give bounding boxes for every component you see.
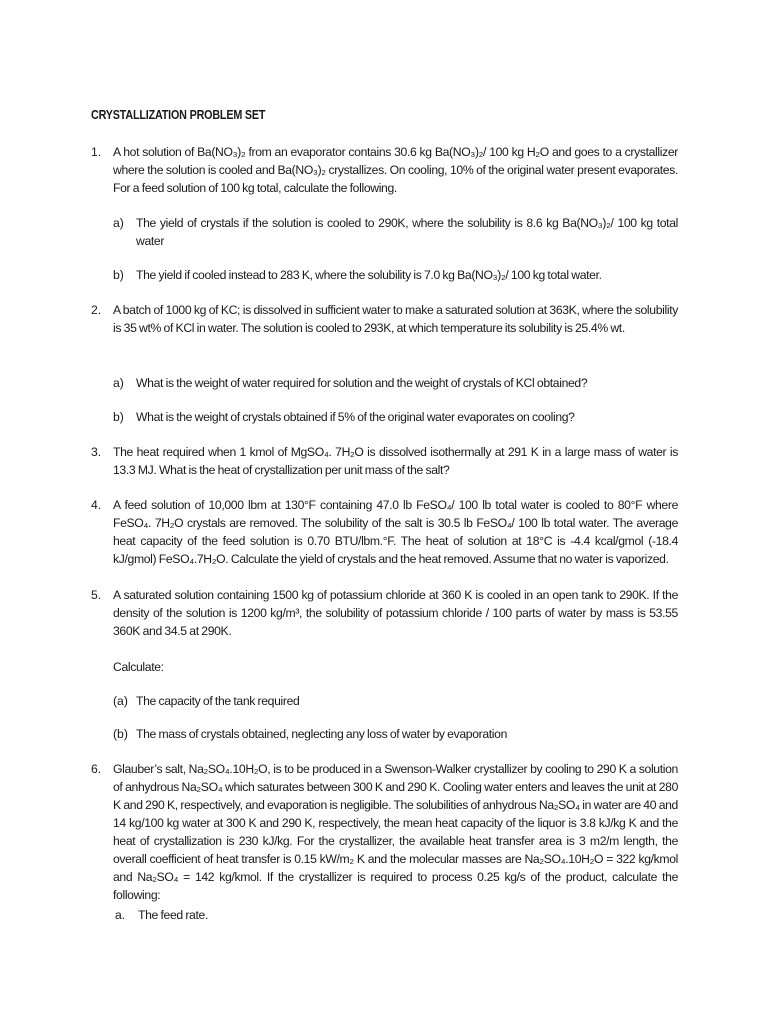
part-label: a) bbox=[113, 376, 124, 390]
part-text: The mass of crystals obtained, neglecting any loss of water by evaporation bbox=[136, 727, 508, 741]
part-text: The capacity of the tank required bbox=[136, 694, 300, 708]
problem-4 bbox=[91, 496, 678, 568]
problem-6-part-a bbox=[115, 906, 680, 924]
problem-5-part-a bbox=[113, 692, 678, 710]
problem-6 bbox=[91, 760, 678, 904]
problem-text: A batch of 1000 kg of KC; is dissolved in sufficient water to make a saturated solution at 363K, where the solubility is 35 wt% of KCl in water. The solution is cooled to 293K, at which temperature its solubility is 25.4% wt. bbox=[113, 303, 678, 335]
problem-number: 6. bbox=[91, 762, 102, 776]
problem-5 bbox=[91, 586, 678, 640]
part-label: a) bbox=[113, 216, 124, 230]
problem-text: The heat required when 1 kmol of MgSO₄. 7H₂O is dissolved isothermally at 291 K in a large mass of water is 13.3 MJ. What is the heat of crystallization per unit mass of the salt? bbox=[113, 445, 678, 477]
problem-number: 5. bbox=[91, 588, 102, 602]
problem-1-part-b bbox=[113, 266, 678, 284]
part-text: What is the weight of water required for solution and the weight of crystals of KCl obtained? bbox=[136, 376, 588, 390]
problem-text: Glauber’s salt, Na₂SO₄.10H₂O, is to be produced in a Swenson-Walker crystallizer by cooling to 290 K a solution of anhydrous Na₂SO₄ which saturates between 300 K and 290 K. Cooling water enters and leaves the unit at 280 K and 290 K, respectively, and evaporation is negligible. The solubilities of anhydrous Na₂SO₄ in water are 40 and 14 kg/100 kg water at 300 K and 290 K, respectively, the mean heat capacity of the liquor is 3.8 kJ/kg K and the heat of crystallization is 230 kJ/kg. For the crystallizer, the available heat transfer area is 3 m2/m length, the overall coefficient of heat transfer is 0.15 kW/m₂ K and the molecular masses are Na₂SO₄.10H₂O = 322 kg/kmol and Na₂SO₄ = 142 kg/kmol. If the crystallizer is required to process 0.25 kg/s of the product, calculate the following: bbox=[113, 762, 678, 902]
problem-2-part-a bbox=[113, 374, 678, 392]
part-label: (b) bbox=[113, 727, 128, 741]
problem-1-part-a bbox=[113, 214, 678, 250]
problem-text: A feed solution of 10,000 lbm at 130°F containing 47.0 lb FeSO₄/ 100 lb total water is cooled to 80°F where FeSO₄. 7H₂O crystals are removed. The solubility of the salt is 30.5 lb FeSO₄/ 100 lb total water. The average heat capacity of the feed solution is 0.70 BTU/lbm.°F. The heat of solution at 18°C is -4.4 kcal/gmol (-18.4 kJ/gmol) FeSO₄.7H₂O. Calculate the yield of crystals and the heat removed. Assume that no water is vaporized. bbox=[113, 498, 678, 566]
problem-2-part-b bbox=[113, 408, 678, 426]
problem-text: A saturated solution containing 1500 kg of potassium chloride at 360 K is cooled in an open tank to 290K. If the density of the solution is 1200 kg/m³, the solubility of potassium chloride / 100 parts of water by mass is 53.55 360K and 34.5 at 290K. bbox=[113, 588, 678, 638]
problem-number: 3. bbox=[91, 445, 102, 459]
part-label: (a) bbox=[113, 694, 128, 708]
problem-3 bbox=[91, 443, 678, 479]
problem-5-part-b bbox=[113, 725, 678, 743]
part-text: The yield if cooled instead to 283 K, where the solubility is 7.0 kg Ba(NO₃)₂/ 100 kg total water. bbox=[136, 268, 602, 282]
part-label: b) bbox=[113, 268, 124, 282]
part-text: The yield of crystals if the solution is cooled to 290K, where the solubility is 8.6 kg Ba(NO₃)₂/ 100 kg total water bbox=[136, 216, 678, 248]
problem-1 bbox=[91, 143, 678, 197]
part-text: The feed rate. bbox=[138, 908, 208, 922]
part-label: b) bbox=[113, 410, 124, 424]
problem-number: 4. bbox=[91, 498, 102, 512]
page-title: CRYSTALLIZATION PROBLEM SET bbox=[91, 108, 266, 122]
part-text: What is the weight of crystals obtained if 5% of the original water evaporates on cooling? bbox=[136, 410, 575, 424]
problem-2 bbox=[91, 301, 678, 337]
problem-number: 2. bbox=[91, 303, 102, 317]
problem-text: A hot solution of Ba(NO₃)₂ from an evaporator contains 30.6 kg Ba(NO₃)₂/ 100 kg H₂O and goes to a crystallizer where the solution is cooled and Ba(NO₃)₂ crystallizes. On cooling, 10% of the original water present evaporates. For a feed solution of 100 kg total, calculate the following. bbox=[113, 145, 678, 195]
problem-5-calculate: Calculate: bbox=[113, 660, 164, 674]
problem-number: 1. bbox=[91, 145, 102, 159]
part-label: a. bbox=[115, 908, 126, 922]
